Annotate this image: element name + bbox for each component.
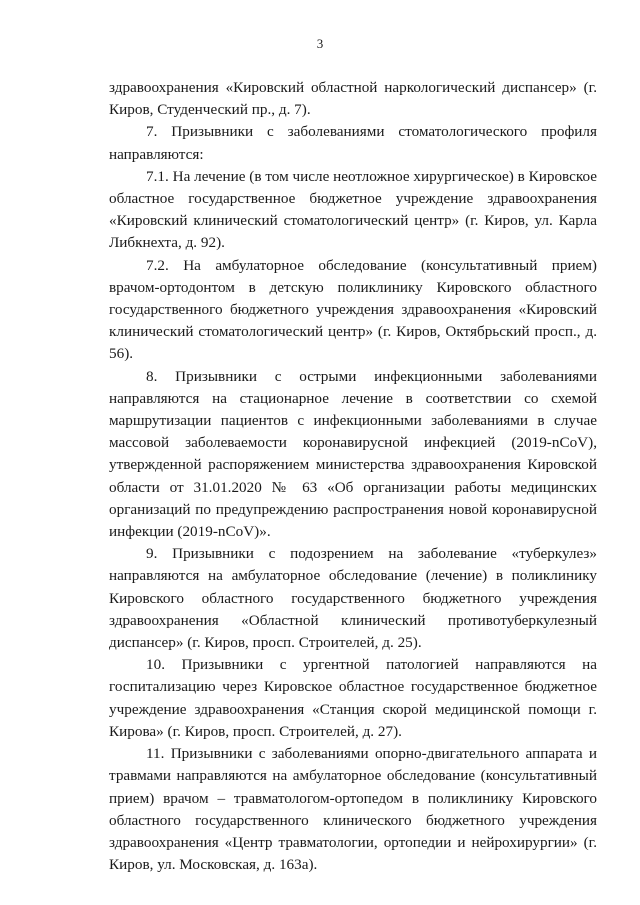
document-body [109,77,597,876]
page-number: 3 [316,36,324,51]
paragraph-item-8: 8. Призывники с острыми инфекционными заболеваниями направляются на стационарное лечение в соответствии со схемой маршрутизации пациентов с инфекционными заболеваниями в случае массовой заболеваемости коронавирусной инфекцией (2019-nCoV), утвержденной распоряжением министерства здравоохранения Кировской области от 31.01.2020 № 63 «Об организации работы медицинских организаций по предупреждению распространения новой коронавирусной инфекции (2019-nCoV)». [109,367,597,541]
paragraph-item-7: 7. Призывники с заболеваниями стоматологического профиля направляются: [109,123,597,163]
paragraph-item-10: 10. Призывники с ургентной патологией направляются на госпитализацию через Кировское областное государственное бюджетное учреждение здравоохранения «Станция скорой медицинской помощи г. Кирова» (г. Киров, просп. Строителей, д. 27). [109,656,597,740]
paragraph-item-7-1: 7.1. На лечение (в том числе неотложное хирургическое) в Кировское областное государственное бюджетное учреждение здравоохранения «Кировский клинический стоматологический центр» (г. Киров, ул. Карла Либкнехта, д. 92). [109,167,597,252]
paragraph-item-7-2: 7.2. На амбулаторное обследование (консультативный прием) врачом-ортодонтом в детскую поликлинику Кировского областного государственного бюджетного учреждения здравоохранения «Кировский клинический стоматологический центр» (г. Киров, Октябрьский просп., д. 56). [109,256,597,363]
paragraph-item-11: 11. Призывники с заболеваниями опорно-двигательного аппарата и травмами направляются на амбулаторное обследование (консультативный прием) врачом – травматологом-ортопедом в поликлинику Кировского областного государственного клинического бюджетного учреждения здравоохранения «Центр травматологии, ортопедии и нейрохирургии» (г. Киров, ул. Московская, д. 163а). [109,745,597,874]
paragraph-item-9: 9. Призывники с подозрением на заболевание «туберкулез» направляются на амбулаторное обследование (лечение) в поликлинику Кировского областного государственного бюджетного учреждения здравоохранения «Областной клинический противотуберкулезный диспансер» (г. Киров, просп. Строителей, д. 25). [109,545,597,652]
paragraph-continuation: здравоохранения «Кировский областной наркологический диспансер» (г. Киров, Студенческий пр., д. 7). [109,79,597,119]
